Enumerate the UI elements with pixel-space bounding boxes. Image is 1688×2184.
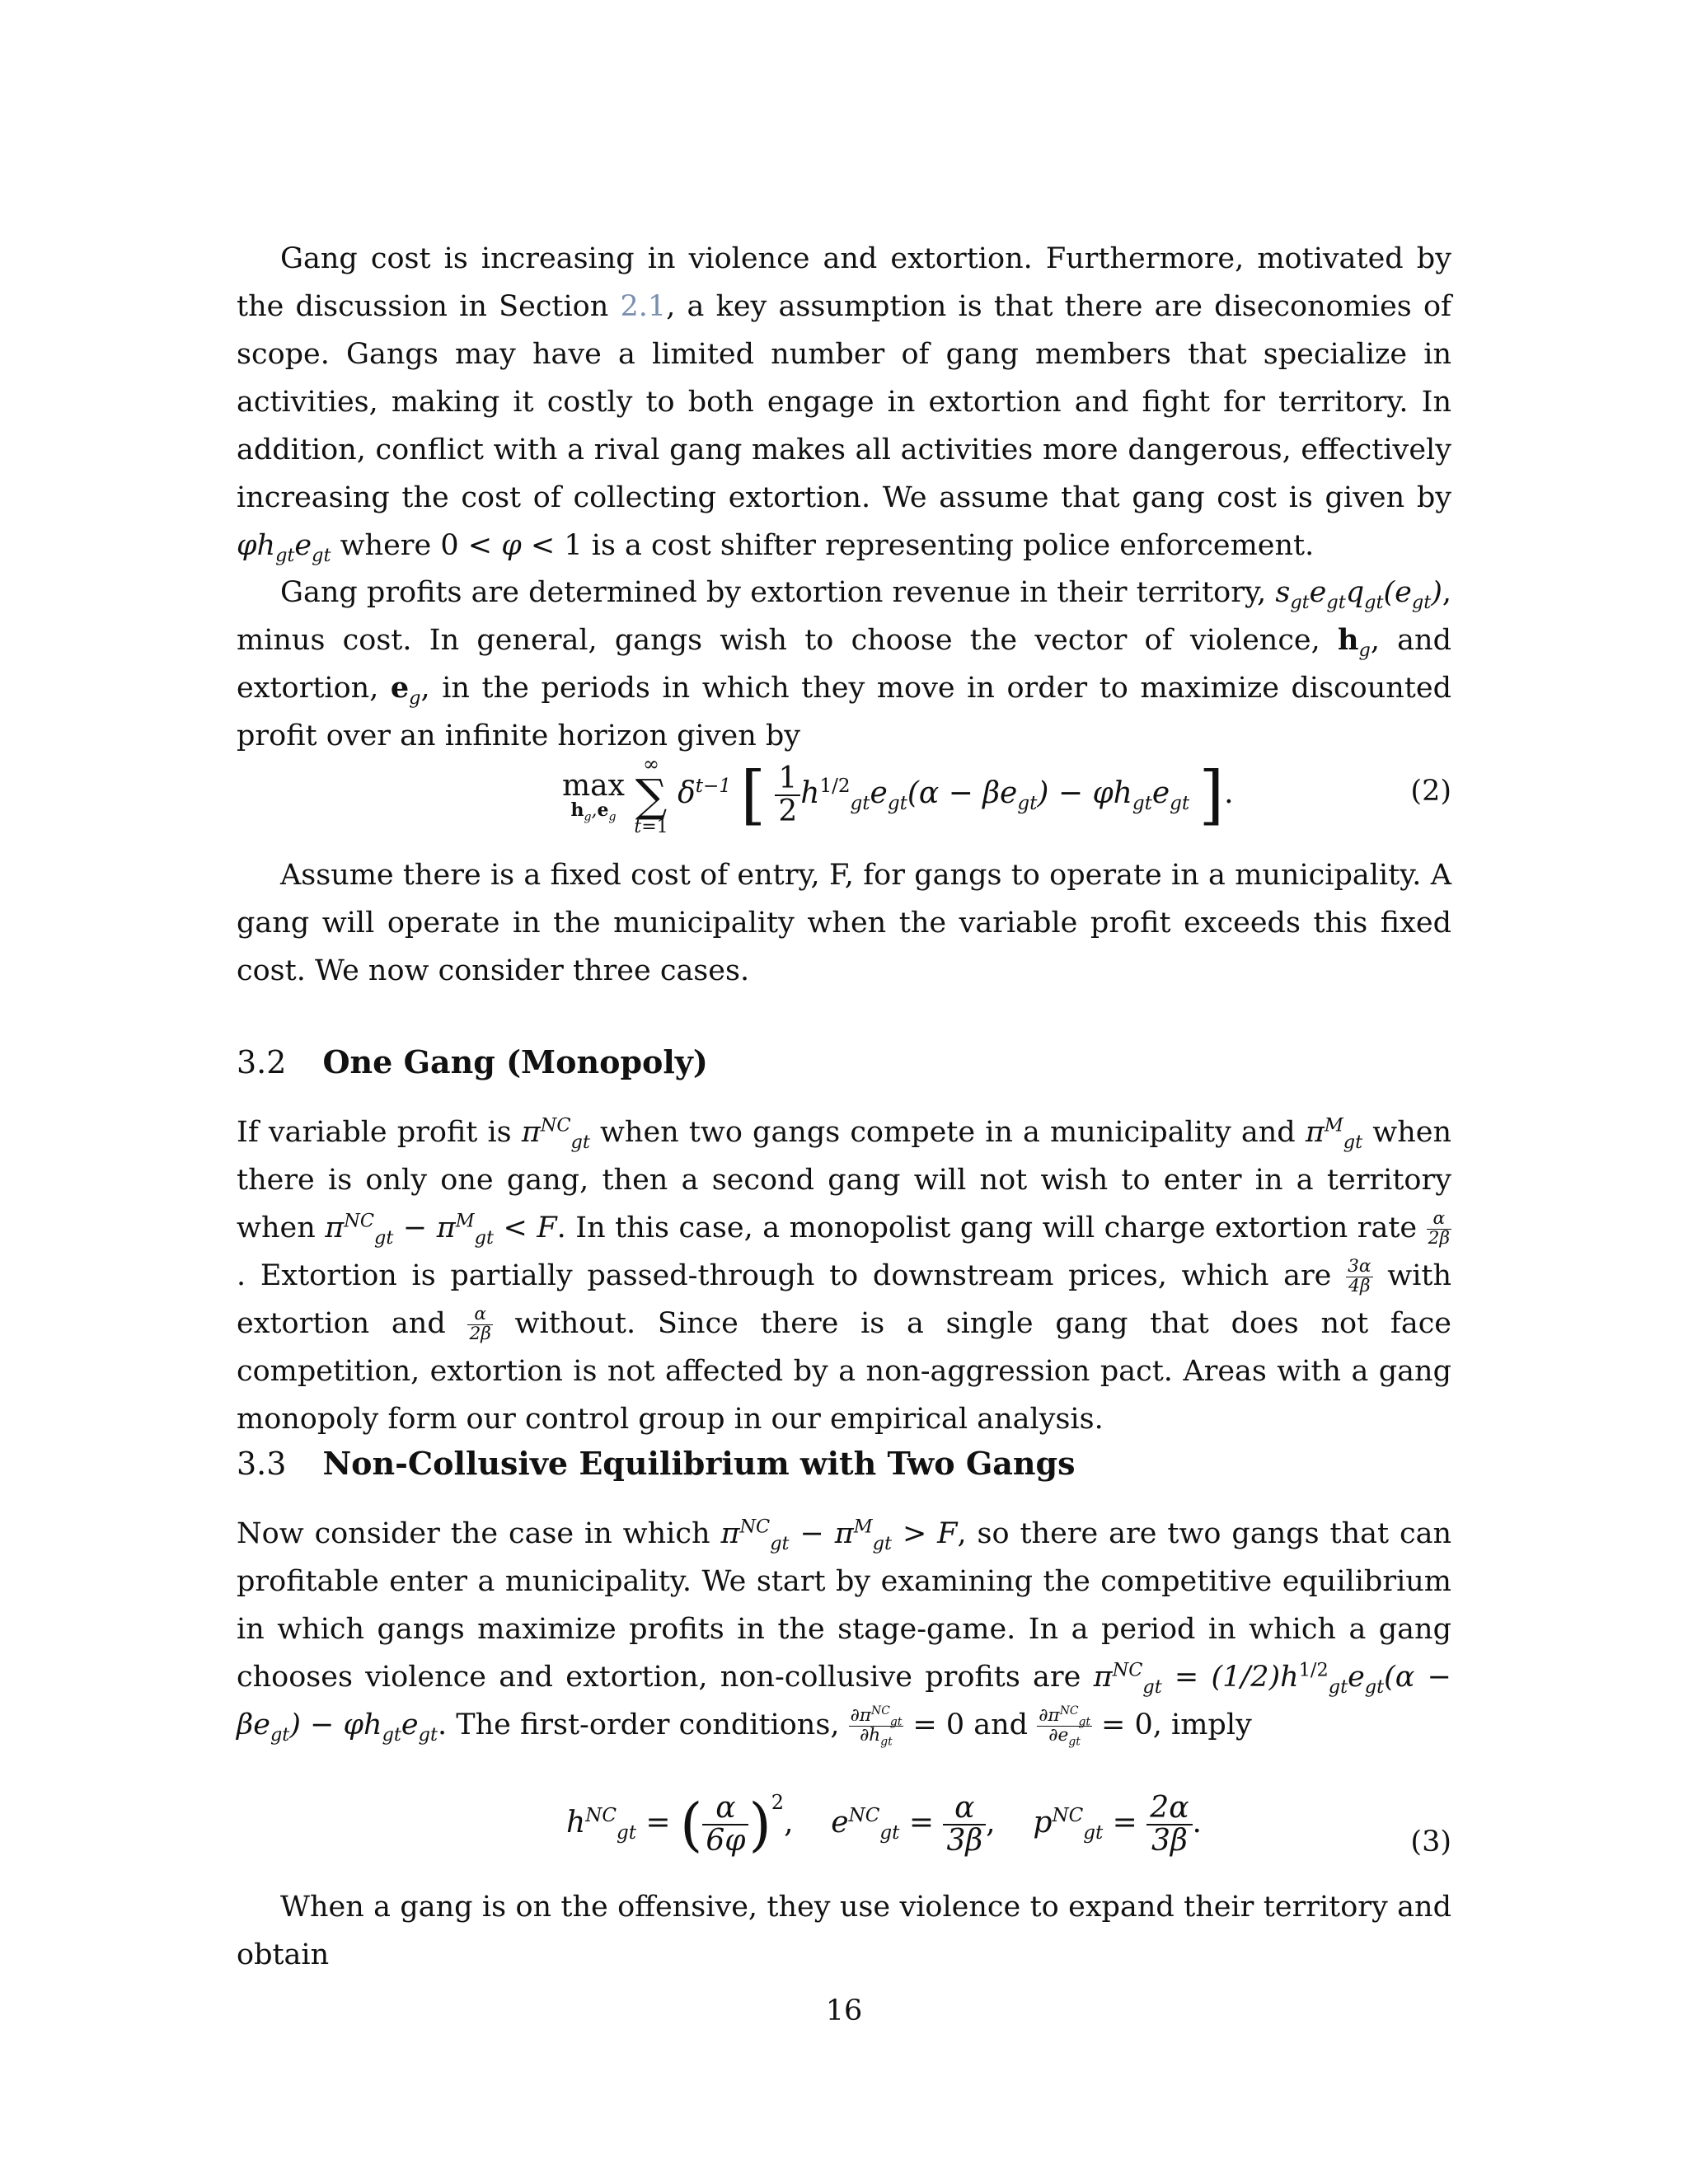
inline-math-phi-range: 0 < φ < 1 [440,529,583,562]
equation-2-body: max $h_g,e_g$ ∞ ∑ t=1 $\delta^{t-1}$ [ $\frac{1}{2}$ $h^{1/2}_{gt}e_{gt}(\alpha - \beta e_{gt}) - \varphi h_{gt}e_{gt}$ ]. [562,752,1234,837]
page-number: 16 [825,1994,863,2027]
paragraph-gang-profits: Gang profits are determined by extortion revenue in their territory, $s_{gt}e_{gt}q_{gt}(e_{gt})$, minus cost. In general, gangs wish to choose the vector of violence, $h_g$, and extortion, $e_g$, in the periods in which they move in order to maximize discounted profit over an infinite horizon given by [237,576,1451,752]
equation-3-body: $h^{NC}_{gt}$ = ( $\frac{\alpha}{6\varphi}$ )$^2$, $e^{NC}_{gt}$ = $\frac{\alpha}{3\beta}$ , $p^{NC}_{gt}$ = $\frac{2\alpha}{3\beta}$ . [566,1790,1202,1858]
section-heading-3-2: 3.2 One Gang (Monopoly) [237,1043,708,1080]
paragraph-gang-cost: Gang cost is increasing in violence and extortion. Furthermore, motivated by the discussion in Section 2.1, a key assumption is that there are diseconomies of scope. Gangs may have a limited number of gang members that specialize in activities, making it costly to both engage in extortion and fight for territory. In addition, conflict with a rival gang makes all activities more dangerous, effectively increasing the cost of collecting extortion. We assume that gang cost is given by $\varphi h_{gt}e_{gt}$ where 0 < φ < 1 is a cost shifter representing police enforcement. [237,242,1451,566]
paragraph-monopoly: If variable profit is $\pi^{NC}_{gt}$ when two gangs compete in a municipality and $\pi^M_{gt}$ when there is only one gang, then a second gang will not wish to enter in a territory when $\pi^{NC}_{gt} - \pi^M_{gt} < F$. In this case, a monopolist gang will charge extortion rate $\frac{\alpha}{2\beta}$ . Extortion is partially passed-through to downstream prices, which are $\frac{3\alpha}{4\beta}$ with extortion and $\frac{\alpha}{2\beta}$ without. Since there is a single gang that does not face competition, extortion is not affected by a non-aggression pact. Areas with a gang monopoly form our control group in our empirical analysis. [237,1114,1452,1436]
equation-2-number: (2) [1410,775,1451,808]
paragraph-non-collusive: Now consider the case in which $\pi^{NC}_{gt} - \pi^M_{gt} > F$, so there are two gangs that can profitable enter a municipality. We start by examining the competitive equilibrium in which gangs maximize profits in the stage-game. In a period in which a gang chooses violence and extortion, non-collusive profits are $\pi^{NC}_{gt} = (1/2)h^{1/2}_{gt}e_{gt}(\alpha - \beta e_{gt}) - \varphi h_{gt}e_{gt}$. The first-order conditions, $\partial\pi^{NC}_{gt}$ $\partial h_{gt}$ = 0 and $\partial\pi^{NC}_{gt}$ $\partial e_{gt}$ = 0, imply [237,1516,1451,1749]
section-reference-link[interactable]: 2.1 [620,290,667,323]
inline-math-cost: $\varphi h_{gt}e_{gt}$ [237,529,331,566]
paragraph-offensive: When a gang is on the offensive, they use violence to expand their territory and obtain [237,1891,1451,1971]
equation-3 [237,1790,1451,1891]
section-heading-3-3: 3.3 Non-Collusive Equilibrium with Two Gangs [237,1445,1076,1482]
inline-math-extortion-vector: $e_g$ [390,671,421,709]
equation-3-number: (3) [1410,1825,1451,1858]
inline-math-violence-vector: $h_g$ [1338,623,1371,661]
paragraph-fixed-cost: Assume there is a fixed cost of entry, F, for gangs to operate in a municipality. A gang will operate in the municipality when the variable profit exceeds this fixed cost. We now consider three cases. [237,859,1451,987]
equation-2 [237,754,1451,853]
inline-math-revenue: $s_{gt}e_{gt}q_{gt}(e_{gt})$ [1275,576,1442,613]
